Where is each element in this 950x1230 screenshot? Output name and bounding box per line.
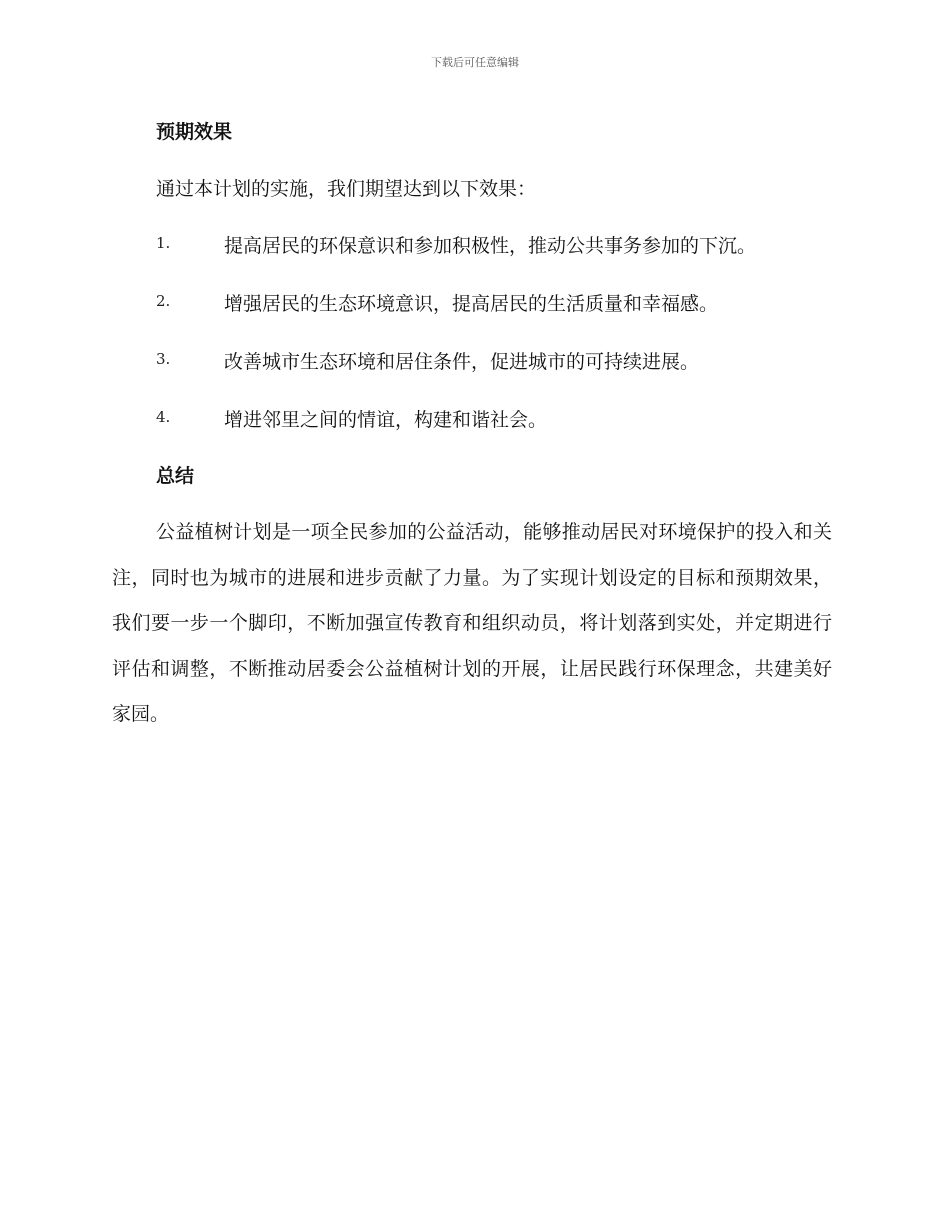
list-item-text: 改善城市生态环境和居住条件，促进城市的可持续进展。 [224, 351, 700, 373]
page-header: 下载后可任意编辑 [431, 56, 519, 69]
list-item [156, 231, 856, 289]
list-item [156, 405, 856, 463]
expected-effects-heading: 预期效果 [156, 121, 233, 143]
list-item [156, 347, 856, 405]
list-item-text: 提高居民的环保意识和参加积极性，推动公共事务参加的下沉。 [224, 235, 757, 257]
list-item [156, 289, 856, 347]
summary-paragraph: 公益植树计划是一项全民参加的公益活动，能够推动居民对环境保护的投入和关注，同时也为城市的进展和进步贡献了力量。为了实现计划设定的目标和预期效果，我们要一步一个脚印，不断加强宣传教育和组织动员，将计划落到实处，并定期进行评估和调整，不断推动居委会公益植树计划的开展，让居民践行环保理念，共建美好家园。 [112, 521, 832, 725]
list-item-number: 2. [156, 292, 171, 310]
list-item-number: 1. [156, 234, 171, 252]
list-item-number: 3. [156, 350, 171, 368]
expected-effects-list [156, 231, 856, 463]
list-item-text: 增进邻里之间的情谊，构建和谐社会。 [224, 409, 548, 431]
list-item-text: 增强居民的生态环境意识，提高居民的生活质量和幸福感。 [224, 293, 719, 315]
list-item-number: 4. [156, 408, 171, 426]
expected-effects-intro: 通过本计划的实施，我们期望达到以下效果： [156, 178, 537, 200]
summary-heading: 总结 [156, 465, 195, 487]
